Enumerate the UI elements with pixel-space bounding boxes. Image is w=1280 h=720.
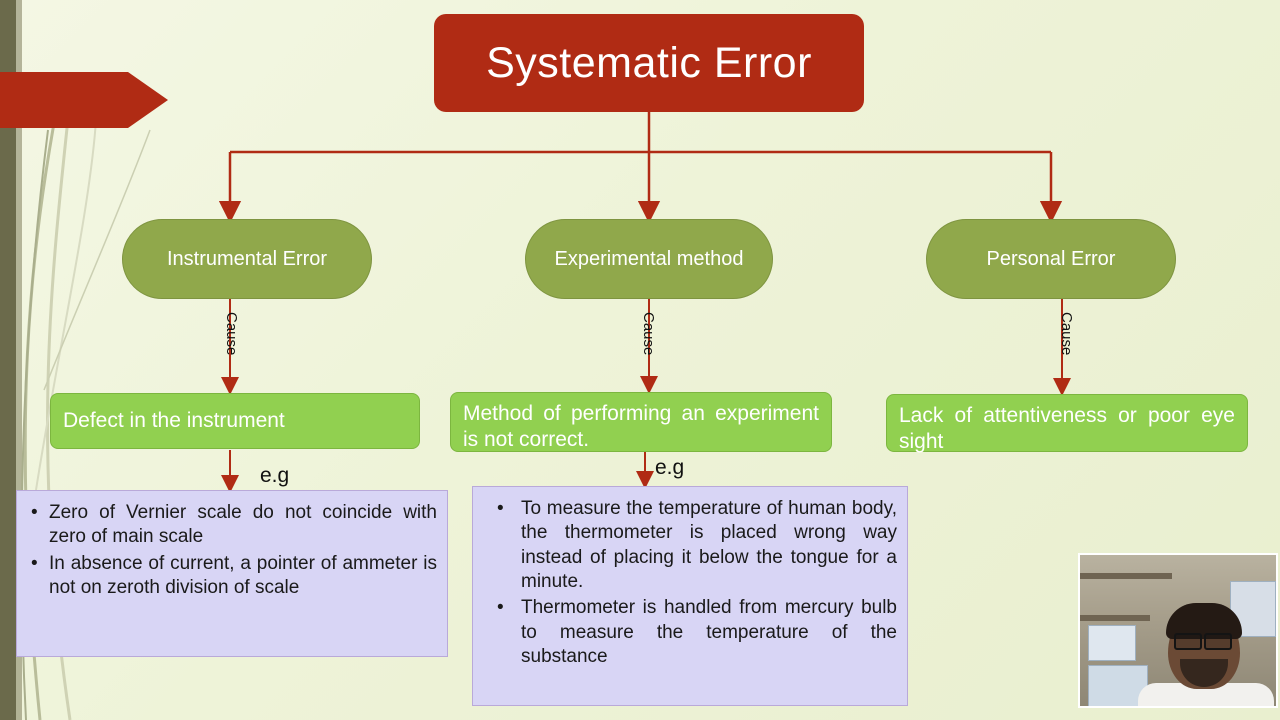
- shelf-icon: [1080, 615, 1150, 621]
- node-personal-error: [926, 219, 1176, 299]
- list-item: • In absence of current, a pointer of ammeter is not on zeroth division of scale: [49, 552, 437, 601]
- statement-personal: Lack of attentiveness or poor eye sight: [886, 394, 1248, 452]
- list-item: • Zero of Vernier scale do not coincide with zero of main scale: [49, 501, 437, 550]
- glasses-icon: [1204, 633, 1232, 650]
- list-item: • To measure the temperature of human body, the thermometer is placed wrong way instead of placing it below the tongue for a minute.: [521, 497, 897, 594]
- node-experimental-method: [525, 219, 773, 299]
- example-box-experimental: [472, 486, 908, 706]
- glasses-icon: [1174, 633, 1202, 650]
- red-arrow-tag-icon: [0, 72, 168, 128]
- connector-label-cause-1: Cause: [223, 312, 240, 356]
- list-item: • Thermometer is handled from mercury bulb to measure the temperature of the substance: [521, 596, 897, 669]
- example-label-1: e.g: [260, 464, 290, 487]
- example-list: [23, 501, 437, 600]
- shelf-icon: [1080, 573, 1172, 579]
- example-list: [479, 497, 897, 669]
- webcam-inset: [1078, 553, 1278, 708]
- node-label: Instrumental Error: [166, 247, 328, 270]
- node-instrumental-error: [122, 219, 372, 299]
- statement-experimental: Method of performing an experiment is not correct.: [450, 392, 832, 452]
- example-box-instrumental: [16, 490, 448, 657]
- connector-label-cause-3: Cause: [1058, 312, 1075, 356]
- connector-label-cause-2: Cause: [640, 312, 657, 356]
- example-label-2: e.g: [655, 456, 685, 479]
- statement-instrumental: Defect in the instrument: [50, 393, 420, 449]
- page-title: Systematic Error: [434, 14, 864, 112]
- node-label: Experimental method: [554, 247, 744, 270]
- poster-icon: [1088, 625, 1136, 661]
- node-label: Personal Error: [986, 247, 1116, 270]
